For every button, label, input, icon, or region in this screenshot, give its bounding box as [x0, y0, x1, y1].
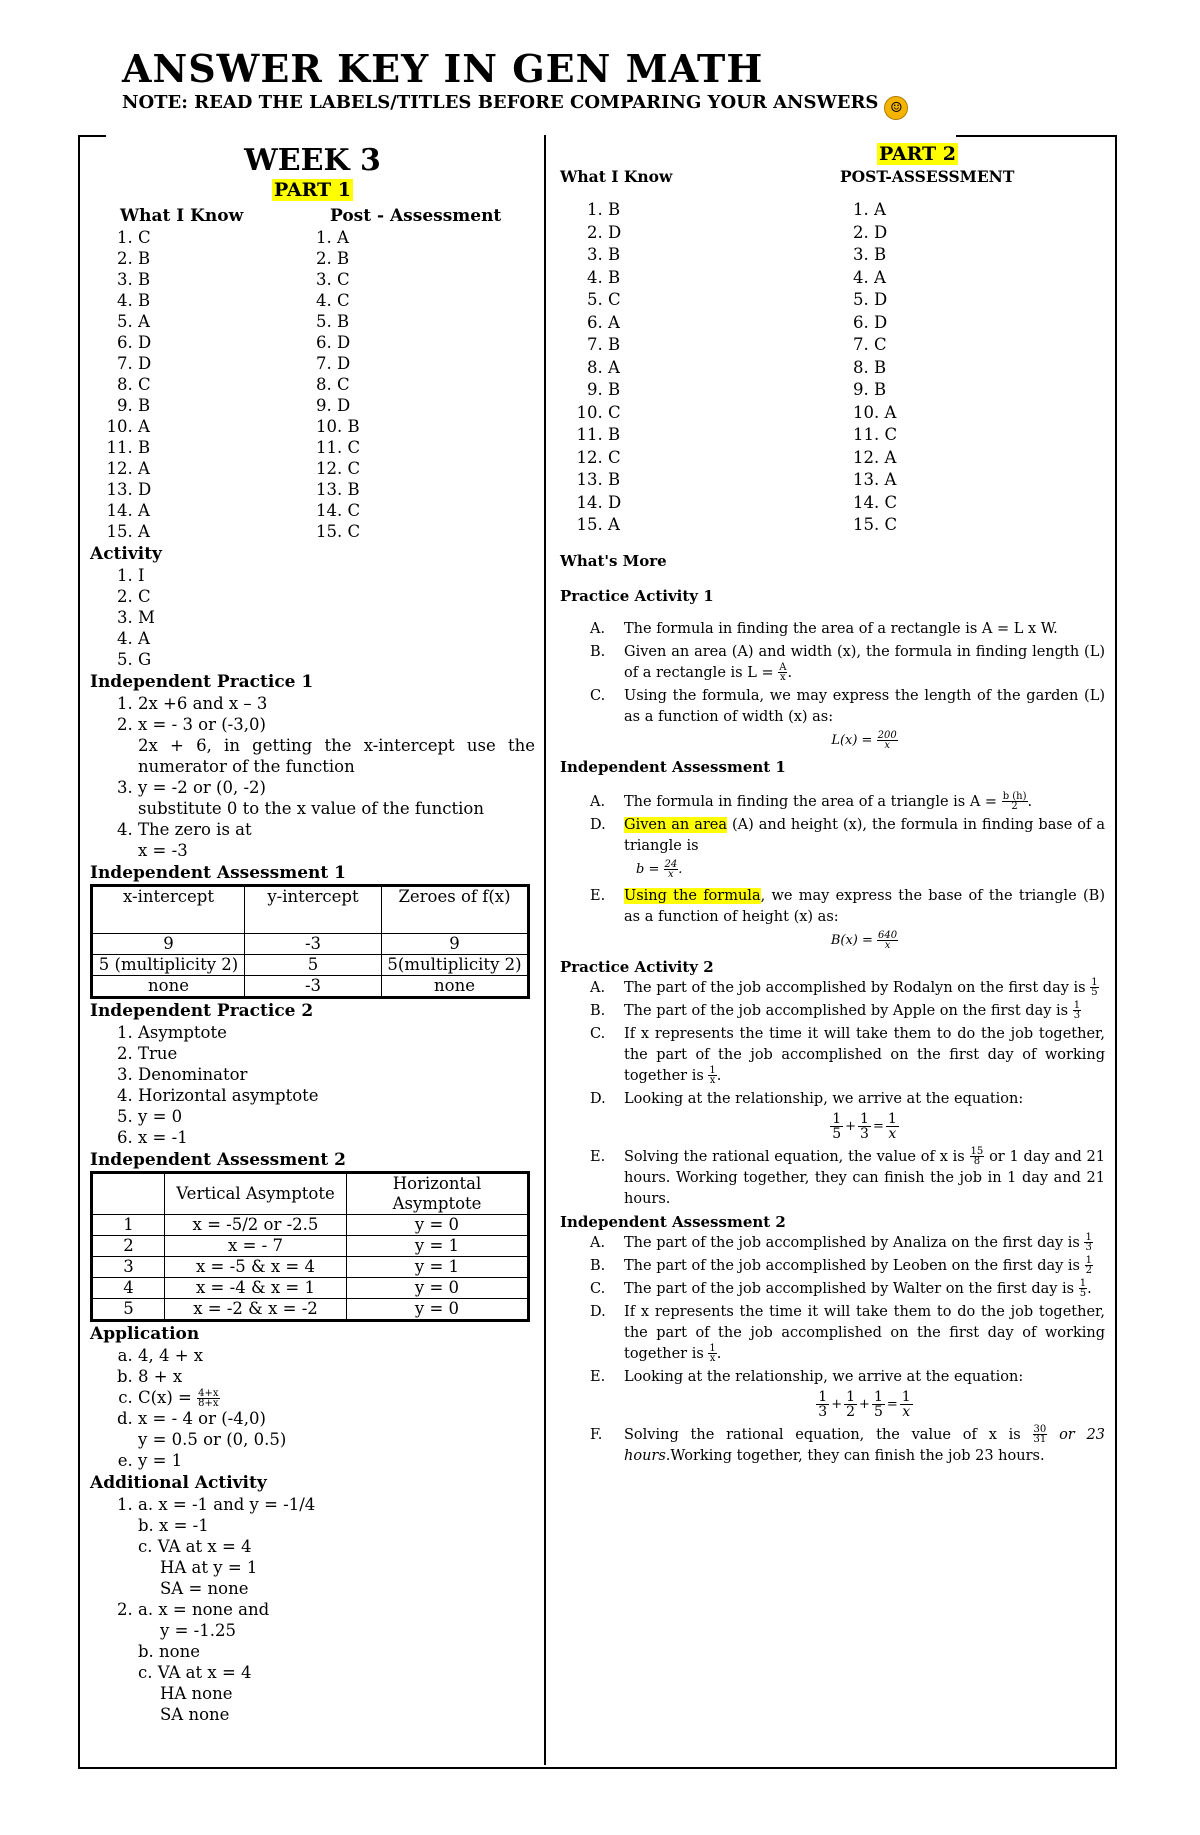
list-item: 13. D — [138, 479, 316, 500]
list-item: 8. C — [316, 375, 350, 394]
ip1-list — [90, 693, 535, 861]
list-item: 7. D — [138, 353, 316, 374]
list-item: E. Solving the rational equation, the value of x is $\frac{15}{8}$ or 1 day and 21 hours. Working together, they can finish the job in 1 day and 21 hours. — [590, 1146, 1105, 1207]
table-header: x-intercept — [92, 886, 245, 934]
ip2-list — [90, 1022, 535, 1148]
ia1r-title: Independent Assessment 1 — [560, 757, 786, 776]
list-item: b. 8 + x — [138, 1366, 535, 1387]
part-1-answers — [90, 227, 535, 542]
right-column — [560, 142, 1105, 1469]
what-i-know-header-2: What I Know — [560, 167, 673, 186]
list-item: 2. B — [138, 248, 316, 269]
list-item: 1. A — [853, 200, 886, 219]
activity-title: Activity — [90, 544, 162, 564]
list-item: 11. C — [853, 425, 898, 444]
table-row: 5 (multiplicity 2) 5 5(multiplicity 2) — [92, 955, 529, 976]
table-header: Vertical Asymptote — [165, 1173, 347, 1215]
list-item: 4. A — [853, 267, 886, 287]
list-item: 1. Asymptote — [138, 1022, 535, 1043]
page-title: ANSWER KEY IN GEN MATH — [122, 46, 764, 91]
pa2-list — [560, 978, 1105, 1210]
whats-more-title: What's More — [560, 551, 667, 570]
list-item: 7. B — [608, 334, 853, 357]
list-item: 12. A — [853, 447, 897, 467]
list-item: 14. C — [316, 501, 361, 520]
smiley-icon: ☺ — [884, 96, 908, 120]
list-item: 9. D — [316, 396, 351, 415]
application-title: Application — [90, 1324, 200, 1344]
list-item: A. The part of the job accomplished by Analiza on the first day is $\frac{1}{3}$ — [590, 1232, 1092, 1253]
list-item: B. The part of the job accomplished by Apple on the first day is $\frac{1}{3}$ — [590, 1000, 1081, 1021]
equation-pa2: $\frac{1}{5}$ + $\frac{1}{3}$ = $\frac{1}{x}$ — [832, 1110, 897, 1142]
list-item: 1. C — [138, 227, 316, 248]
list-item: E. Using the formula, we may express the base of the triangle (B) as a function of height (x) as: B(x) = $\frac{640}{x}$ — [590, 887, 1105, 951]
list-item: 15. C — [316, 522, 361, 541]
list-item: 10. A — [853, 402, 897, 422]
list-item: A. The part of the job accomplished by Rodalyn on the first day is $\frac{1}{5}$ — [590, 977, 1098, 998]
list-item: 4. B — [138, 290, 316, 311]
list-item: 2. D — [608, 222, 853, 245]
list-item: 4. The zero is at x = -3 — [138, 819, 535, 861]
list-item: 7. C — [853, 335, 887, 354]
list-item: 9. B — [853, 380, 887, 399]
list-item: 1. I — [138, 565, 535, 586]
list-item: 8. C — [138, 374, 316, 395]
list-item: 6. D — [853, 312, 888, 332]
list-item: 3. M — [138, 607, 535, 628]
aa-list — [90, 1494, 535, 1725]
list-item: 2. True — [138, 1043, 535, 1064]
list-item: 6. A — [608, 312, 853, 335]
table-header: Zeroes of f(x) — [382, 886, 529, 934]
list-item: 11. B — [138, 437, 316, 458]
list-item: 5. A — [138, 311, 316, 332]
list-item: 5. B — [316, 312, 350, 331]
ia1r-list — [560, 792, 1105, 955]
table-row: 9 -3 9 — [92, 934, 529, 955]
page-note: NOTE: READ THE LABELS/TITLES BEFORE COMPARING YOUR ANSWERS ☺ — [122, 92, 908, 120]
ip2-title: Independent Practice 2 — [90, 1001, 314, 1021]
ia2-table — [90, 1171, 530, 1322]
activity-list — [90, 565, 535, 670]
list-item: 13. A — [853, 470, 897, 489]
list-item: 2. C — [138, 586, 535, 607]
list-item: B. Given an area (A) and width (x), the formula in finding length (L) of a rectangle is L = $\frac{A}{x}$ . — [590, 643, 1105, 683]
list-item: C. The part of the job accomplished by Walter on the first day is $\frac{1}{5}$ . — [590, 1278, 1092, 1299]
list-item: 1. a. x = -1 and y = -1/4 b. x = -1 c. VA at x = 4 HA at y = 1 SA = none — [138, 1494, 535, 1599]
list-item: 4. A — [138, 628, 535, 649]
table-row: none -3 none — [92, 976, 529, 998]
list-item: 3. B — [138, 269, 316, 290]
ia2r-title: Independent Assessment 2 — [560, 1212, 786, 1231]
aa-title: Additional Activity — [90, 1473, 267, 1493]
list-item: A. The formula in finding the area of a rectangle is A = L x W. — [590, 620, 1058, 637]
list-item: a. 4, 4 + x — [138, 1345, 535, 1366]
table-row: 2 x = - 7 y = 1 — [92, 1236, 529, 1257]
list-item: e. y = 1 — [138, 1450, 535, 1471]
list-item: 4. Horizontal asymptote — [138, 1085, 535, 1106]
list-item: B. The part of the job accomplished by Leoben on the first day is $\frac{1}{2}$ — [590, 1255, 1092, 1276]
list-item: C. Using the formula, we may express the length of the garden (L) as a function of width (x) as: L(x) = $\frac{200}{x}$ — [590, 687, 1105, 751]
part-1-label: PART 1 — [273, 179, 352, 201]
list-item: 5. D — [853, 290, 888, 309]
list-item: D. Given an area (A) and height (x), the formula in finding base of a triangle is b = $\frac{24}{x}$ . — [590, 816, 1106, 880]
list-item: D. Looking at the relationship, we arrive at the equation: $\frac{1}{5}$ + $\frac{1}{3}$ = $\frac{1}{x}$ — [560, 1089, 1105, 1145]
ia2-title: Independent Assessment 2 — [90, 1150, 346, 1170]
list-item: 3. B — [608, 244, 853, 267]
table-row: 5 x = -2 & x = -2 y = 0 — [92, 1299, 529, 1321]
list-item: 13. B — [608, 469, 853, 492]
left-column — [90, 142, 535, 1725]
list-item: 6. x = -1 — [138, 1127, 535, 1148]
pa1-list — [560, 619, 1105, 755]
list-item: E. Looking at the relationship, we arrive at the equation: $\frac{1}{3}$ + $\frac{1}{2}$ + $\frac{1}{5}$ = $\frac{1}{x}$ — [560, 1367, 1105, 1423]
part-2-headers — [560, 166, 1105, 187]
list-item: 8. B — [853, 357, 887, 377]
list-item: 14. C — [853, 492, 898, 512]
equation-ia2: $\frac{1}{3}$ + $\frac{1}{2}$ + $\frac{1}{5}$ = $\frac{1}{x}$ — [818, 1388, 911, 1420]
what-i-know-list-2 — [560, 199, 853, 537]
list-item: 4. C — [316, 291, 350, 310]
list-item: 3. Denominator — [138, 1064, 535, 1085]
list-item: 15. C — [853, 515, 898, 534]
list-item: 9. B — [138, 395, 316, 416]
list-item: 2. a. x = none and y = -1.25 b. none c. VA at x = 4 HA none SA none — [138, 1599, 535, 1725]
list-item: c. C(x) = $\frac{4+x}{8+x}$ — [138, 1387, 535, 1408]
list-item: 6. D — [138, 332, 316, 353]
list-item: 10. C — [608, 402, 853, 425]
list-item: 9. B — [608, 379, 853, 402]
list-item: 5. G — [138, 649, 535, 670]
ia2r-list — [560, 1233, 1105, 1467]
table-header: Horizontal Asymptote — [347, 1173, 529, 1215]
list-item: 8. A — [608, 357, 853, 380]
application-list — [90, 1345, 535, 1471]
ia1-table — [90, 884, 530, 999]
list-item: 5. C — [608, 289, 853, 312]
list-item: 15. A — [608, 514, 853, 537]
list-item: 2. B — [316, 249, 350, 268]
post-assessment-list — [316, 227, 360, 542]
post-assessment-list-2 — [853, 199, 897, 537]
list-item: 13. B — [316, 480, 360, 499]
list-item: 6. D — [316, 333, 351, 352]
what-i-know-header: What I Know — [120, 206, 244, 226]
what-i-know-list — [90, 227, 316, 542]
list-item: 14. A — [138, 500, 316, 521]
list-item: 12. C — [608, 447, 853, 470]
pa2-title: Practice Activity 2 — [560, 957, 714, 976]
list-item: 1. 2x +6 and x – 3 — [138, 693, 535, 714]
list-item: 3. C — [316, 270, 350, 289]
week-title: WEEK 3 — [244, 143, 381, 178]
ip1-title: Independent Practice 1 — [90, 672, 314, 692]
ia1-title: Independent Assessment 1 — [90, 863, 346, 883]
list-item: 11. C — [316, 438, 361, 457]
list-item: A. The formula in finding the area of a triangle is A = $\frac{b (h)}{2}$ . — [590, 791, 1033, 812]
list-item: 7. D — [316, 354, 351, 373]
pa1-title: Practice Activity 1 — [560, 586, 714, 605]
list-item: 12. C — [316, 459, 361, 478]
list-item: 1. B — [608, 199, 853, 222]
list-item: F. Solving the rational equation, the value of x is $\frac{30}{31}$ or 23 hours.Working together, they can finish the job 23 hours. — [590, 1424, 1105, 1464]
post-assessment-header: Post - Assessment — [330, 206, 502, 226]
list-item: 3. B — [853, 245, 887, 264]
post-assessment-header-2: POST-ASSESSMENT — [840, 167, 1015, 186]
list-item: 4. B — [608, 267, 853, 290]
table-header: y-intercept — [245, 886, 382, 934]
table-row: 3 x = -5 & x = 4 y = 1 — [92, 1257, 529, 1278]
part-2-answers — [560, 199, 1105, 537]
list-item: 10. A — [138, 416, 316, 437]
list-item: D. If x represents the time it will take them to do the job together, the part of the job accomplished on the first day of working together is $\frac{1}{x}$ . — [590, 1303, 1105, 1364]
list-item: 11. B — [608, 424, 853, 447]
list-item: d. x = - 4 or (-4,0) y = 0.5 or (0, 0.5) — [138, 1408, 535, 1450]
list-item: 10. B — [316, 417, 360, 436]
part-2-label: PART 2 — [878, 143, 957, 165]
table-row: 1 x = -5/2 or -2.5 y = 0 — [92, 1215, 529, 1236]
list-item: 5. y = 0 — [138, 1106, 535, 1127]
list-item: C. If x represents the time it will take them to do the job together, the part of the job accomplished on the first day of working together is $\frac{1}{x}$ . — [590, 1025, 1105, 1086]
table-row: 4 x = -4 & x = 1 y = 0 — [92, 1278, 529, 1299]
list-item: 2. x = - 3 or (-3,0) 2x + 6, in getting the x-intercept use the numerator of the function — [138, 714, 535, 777]
list-item: 1. A — [316, 228, 349, 247]
list-item: 3. y = -2 or (0, -2) substitute 0 to the x value of the function — [138, 777, 535, 819]
part-1-headers — [90, 206, 535, 227]
list-item: 2. D — [853, 222, 888, 242]
column-divider — [544, 135, 546, 1765]
list-item: 12. A — [138, 458, 316, 479]
list-item: 14. D — [608, 492, 853, 515]
list-item: 15. A — [138, 521, 316, 542]
